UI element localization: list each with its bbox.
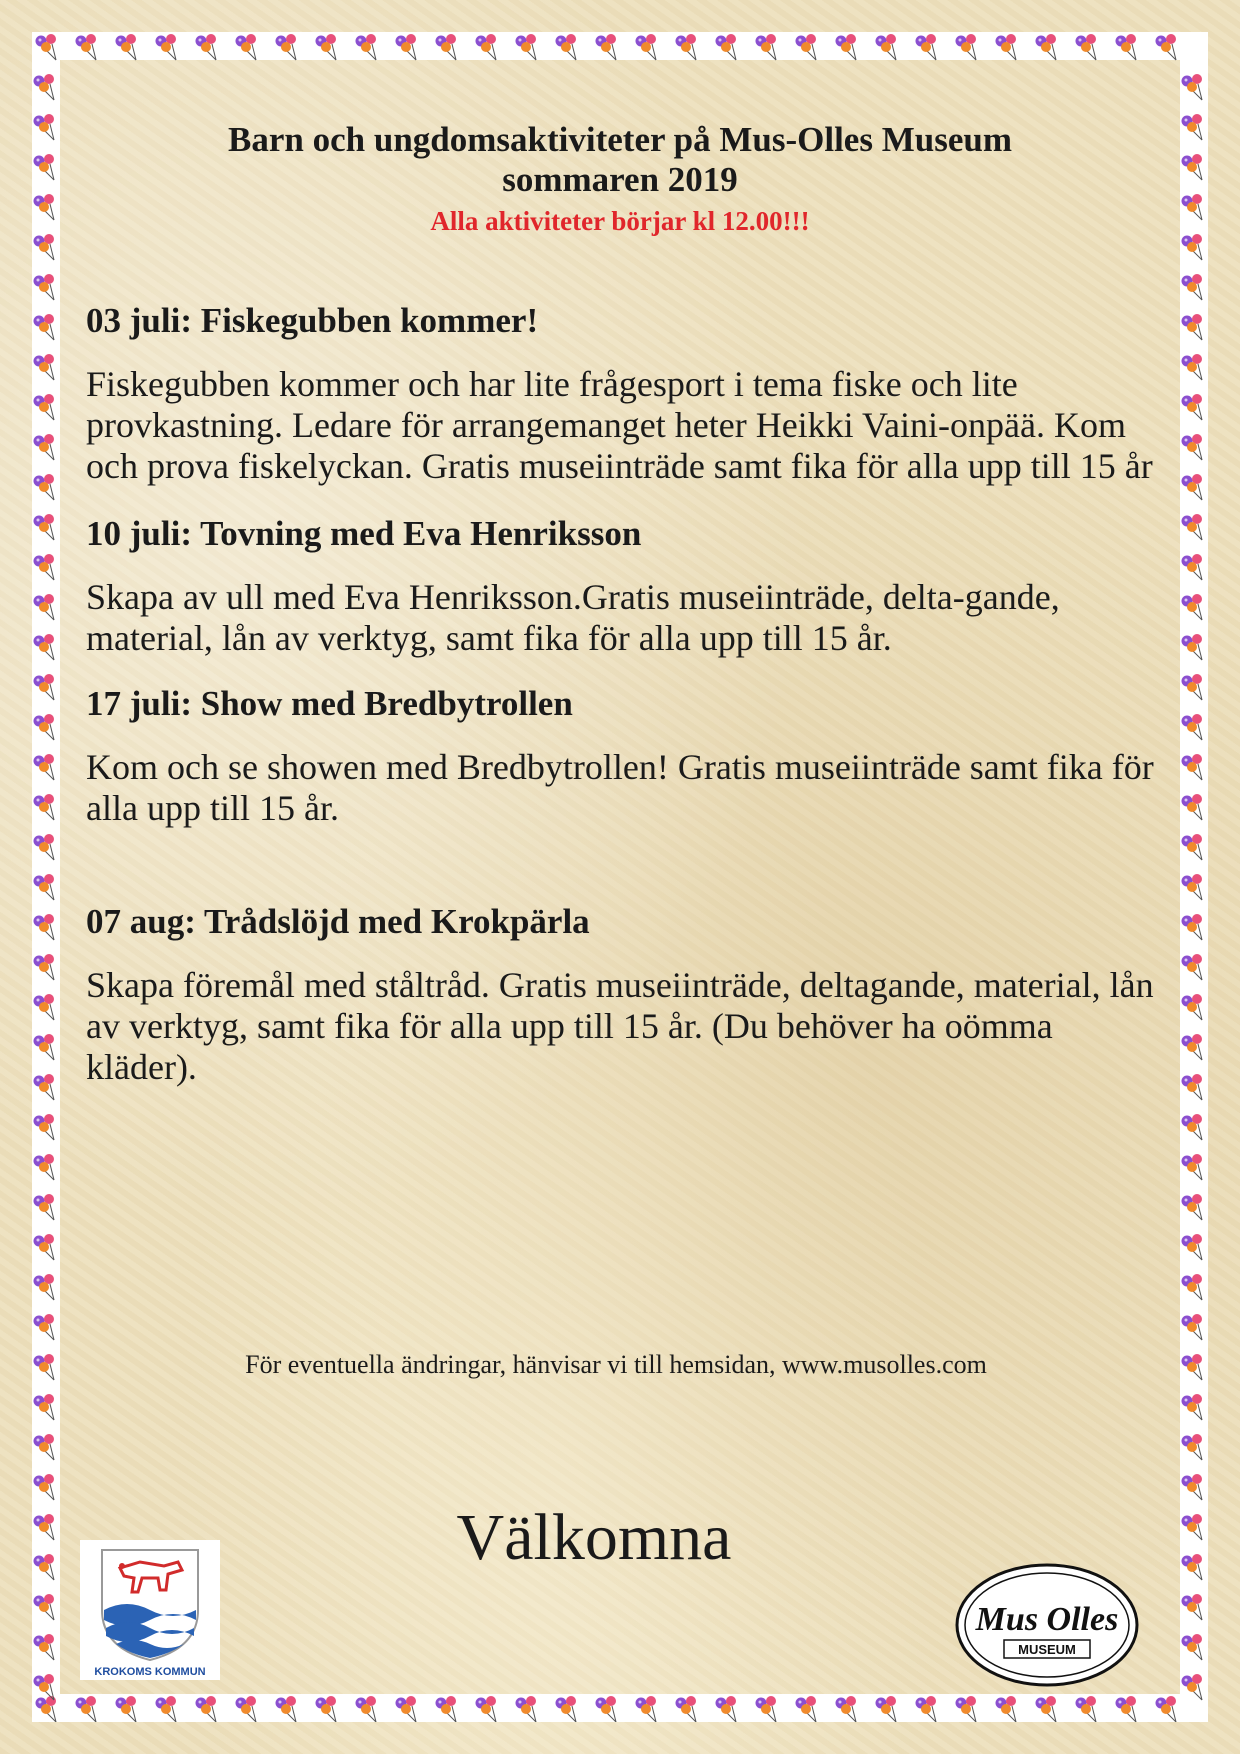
balloon-icon [1182, 1474, 1203, 1500]
balloon-icon [34, 794, 55, 820]
balloon-icon [1182, 714, 1203, 740]
balloon-icon [356, 34, 377, 60]
balloon-icon [34, 1474, 55, 1500]
balloon-icon [596, 1696, 617, 1722]
balloon-icon [34, 994, 55, 1020]
balloon-icon [36, 1696, 57, 1722]
event-heading: 07 aug: Trådslöjd med Krokpärla [86, 902, 590, 941]
balloon-icon [1182, 234, 1203, 260]
balloon-icon [1182, 914, 1203, 940]
balloon-icon [1182, 754, 1203, 780]
balloon-icon [34, 394, 55, 420]
balloon-icon [276, 1696, 297, 1722]
event-item [86, 513, 1154, 659]
balloon-icon [34, 954, 55, 980]
balloon-icon [156, 34, 177, 60]
balloon-icon [516, 34, 537, 60]
balloon-icon [276, 34, 297, 60]
balloon-icon [34, 234, 55, 260]
balloon-icon [1182, 1514, 1203, 1540]
balloon-icon [236, 34, 257, 60]
balloon-icon [34, 514, 55, 540]
balloon-icon [636, 1696, 657, 1722]
balloon-icon [1182, 154, 1203, 180]
welcome-text: Välkomna [456, 1501, 732, 1574]
balloon-icon [1182, 474, 1203, 500]
event-description: Fiskegubben kommer och har lite frågesport i tema fiske och lite provkastning. Ledare för arrangemanget heter Heikki Vaini-onpää. Kom och prova fiskelyckan. Gratis museiinträde samt fika för alla upp till 15 år [86, 364, 1153, 486]
balloon-icon [34, 1634, 55, 1660]
balloon-icon [836, 1696, 857, 1722]
balloon-icon [1182, 114, 1203, 140]
balloon-icon [1116, 1696, 1137, 1722]
balloon-icon [1182, 954, 1203, 980]
balloon-icon [1182, 1634, 1203, 1660]
event-description: Skapa av ull med Eva Henriksson.Gratis museiinträde, delta-gande, material, lån av verktyg, samt fika för alla upp till 15 år. [86, 577, 1060, 658]
balloon-icon [34, 594, 55, 620]
balloon-icon [1182, 1394, 1203, 1420]
balloon-icon [1182, 1594, 1203, 1620]
balloon-icon [796, 1696, 817, 1722]
musolles-name: Mus Olles [975, 1601, 1119, 1638]
balloon-icon [1182, 434, 1203, 460]
balloon-icon [1182, 1314, 1203, 1340]
balloon-icon [556, 34, 577, 60]
page-title [86, 100, 1154, 200]
krokom-logo [80, 1540, 220, 1680]
balloon-icon [34, 1594, 55, 1620]
balloon-icon [236, 1696, 257, 1722]
balloon-icon [636, 34, 657, 60]
balloon-icon [34, 1034, 55, 1060]
balloon-icon [34, 434, 55, 460]
event-heading: 17 juli: Show med Bredbytrollen [86, 684, 573, 723]
balloon-icon [34, 1074, 55, 1100]
balloon-icon [556, 1696, 577, 1722]
balloon-icon [76, 34, 97, 60]
balloon-icon [876, 34, 897, 60]
balloon-icon [476, 34, 497, 60]
balloon-icon [1182, 274, 1203, 300]
balloon-icon [1076, 1696, 1097, 1722]
museum-emblem-icon [952, 1560, 1142, 1690]
balloon-icon [34, 834, 55, 860]
balloon-icon [1036, 34, 1057, 60]
balloon-icon [196, 34, 217, 60]
balloon-icon [34, 874, 55, 900]
balloon-icon [436, 34, 457, 60]
balloon-icon [1182, 1274, 1203, 1300]
balloon-icon [1156, 1696, 1177, 1722]
balloon-icon [596, 34, 617, 60]
balloon-icon [34, 714, 55, 740]
balloon-icon [1182, 994, 1203, 1020]
balloon-icon [1182, 794, 1203, 820]
balloon-icon [34, 554, 55, 580]
balloon-icon [356, 1696, 377, 1722]
krokom-label: KROKOMS KOMMUN [94, 1666, 206, 1678]
balloon-icon [34, 1674, 55, 1700]
balloon-icon [1182, 1234, 1203, 1260]
balloon-icon [1182, 674, 1203, 700]
main-content [86, 100, 1154, 1088]
balloon-icon [1182, 1554, 1203, 1580]
balloon-icon [196, 1696, 217, 1722]
balloon-icon [34, 194, 55, 220]
balloon-icon [34, 754, 55, 780]
balloon-icon [156, 1696, 177, 1722]
balloon-icon [716, 34, 737, 60]
balloon-icon [1036, 1696, 1057, 1722]
event-item [86, 901, 1154, 1088]
balloon-icon [1182, 554, 1203, 580]
balloon-icon [34, 634, 55, 660]
balloon-icon [34, 914, 55, 940]
balloon-icon [34, 354, 55, 380]
balloon-icon [836, 34, 857, 60]
balloon-icon [1182, 194, 1203, 220]
website-note: För eventuella ändringar, hänvisar vi till hemsidan, www.musolles.com [245, 1350, 987, 1379]
balloon-icon [34, 74, 55, 100]
balloon-icon [1182, 594, 1203, 620]
event-item [86, 683, 1154, 829]
balloon-icon [34, 674, 55, 700]
balloon-icon [1156, 34, 1177, 60]
balloon-icon [676, 34, 697, 60]
balloon-icon [716, 1696, 737, 1722]
balloon-icon [36, 34, 57, 60]
balloon-icon [34, 1154, 55, 1180]
balloon-icon [76, 1696, 97, 1722]
balloon-icon [1182, 1154, 1203, 1180]
balloon-icon [396, 34, 417, 60]
balloon-icon [676, 1696, 697, 1722]
event-description: Kom och se showen med Bredbytrollen! Gratis museiinträde samt fika för alla upp till 15 år. [86, 747, 1154, 828]
balloon-icon [516, 1696, 537, 1722]
balloon-icon [34, 1314, 55, 1340]
balloon-icon [1182, 1194, 1203, 1220]
balloon-icon [476, 1696, 497, 1722]
event-heading: 10 juli: Tovning med Eva Henriksson [86, 514, 642, 553]
balloon-icon [34, 1194, 55, 1220]
balloon-icon [34, 1274, 55, 1300]
balloon-icon [436, 1696, 457, 1722]
balloon-icon [34, 1354, 55, 1380]
title-line-2: sommaren 2019 [502, 160, 738, 199]
balloon-icon [34, 274, 55, 300]
balloon-icon [1182, 394, 1203, 420]
event-heading: 03 juli: Fiskegubben kommer! [86, 301, 539, 340]
balloon-icon [1182, 1354, 1203, 1380]
event-description: Skapa föremål med ståltråd. Gratis museiinträde, deltagande, material, lån av verktyg, samt fika för alla upp till 15 år. (Du behöver ha oömma kläder). [86, 965, 1154, 1087]
balloon-icon [1182, 874, 1203, 900]
balloon-icon [34, 114, 55, 140]
title-line-1: Barn och ungdomsaktiviteter på Mus-Olles Museum [228, 120, 1012, 159]
musolles-sub: MUSEUM [1018, 1642, 1076, 1657]
balloon-icon [916, 1696, 937, 1722]
coat-of-arms-icon [80, 1540, 220, 1665]
musolles-logo [952, 1560, 1142, 1690]
balloon-icon [34, 1554, 55, 1580]
balloon-icon [34, 154, 55, 180]
balloon-icon [34, 1394, 55, 1420]
balloon-icon [116, 1696, 137, 1722]
balloon-icon [316, 1696, 337, 1722]
balloon-icon [956, 1696, 977, 1722]
balloon-icon [756, 1696, 777, 1722]
balloon-icon [34, 1434, 55, 1460]
balloon-icon [34, 1514, 55, 1540]
balloon-icon [1182, 354, 1203, 380]
balloon-icon [34, 474, 55, 500]
balloon-icon [34, 1114, 55, 1140]
balloon-icon [996, 1696, 1017, 1722]
balloon-icon [1182, 514, 1203, 540]
balloon-icon [1182, 1674, 1203, 1700]
balloon-icon [1182, 314, 1203, 340]
balloon-icon [956, 34, 977, 60]
balloon-icon [876, 1696, 897, 1722]
balloon-icon [916, 34, 937, 60]
balloon-icon [1182, 1434, 1203, 1460]
balloon-icon [1116, 34, 1137, 60]
event-item [86, 300, 1154, 487]
start-time-notice: Alla aktiviteter börjar kl 12.00!!! [430, 206, 810, 236]
balloon-icon [796, 34, 817, 60]
balloon-icon [756, 34, 777, 60]
balloon-icon [1182, 1074, 1203, 1100]
balloon-icon [34, 1234, 55, 1260]
balloon-icon [396, 1696, 417, 1722]
balloon-icon [1182, 1034, 1203, 1060]
balloon-icon [34, 314, 55, 340]
balloon-icon [116, 34, 137, 60]
balloon-icon [996, 34, 1017, 60]
balloon-icon [1182, 1114, 1203, 1140]
balloon-icon [1182, 634, 1203, 660]
balloon-icon [1182, 834, 1203, 860]
balloon-icon [1182, 74, 1203, 100]
balloon-icon [1076, 34, 1097, 60]
balloon-icon [316, 34, 337, 60]
